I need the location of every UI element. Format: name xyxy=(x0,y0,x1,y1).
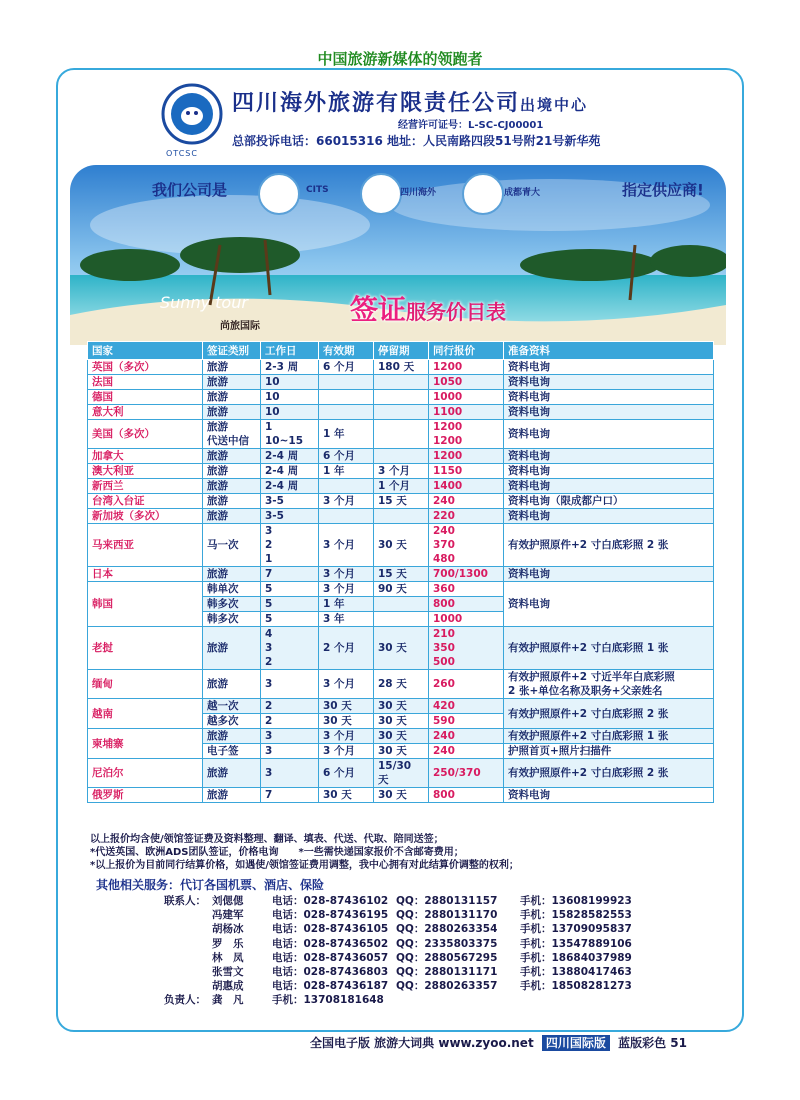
col-header: 有效期 xyxy=(319,342,374,360)
contact-phone: 电话：028-87436057 xyxy=(272,951,389,964)
table-cell: 1050 xyxy=(429,375,504,390)
company-header xyxy=(160,82,720,162)
contact-name: 罗 乐 xyxy=(212,937,244,950)
table-cell: 有效护照原件+2 寸白底彩照 1 张 xyxy=(504,627,714,670)
contact-row xyxy=(150,992,632,1006)
contact-name: 龚 凡 xyxy=(212,994,244,1007)
table-cell: 资料电询 xyxy=(504,582,714,627)
table-cell: 10 xyxy=(261,390,319,405)
contact-phone: 电话：028-87436195 xyxy=(272,909,389,922)
table-cell: 旅游 代送中信 xyxy=(203,420,261,449)
table-cell: 240 xyxy=(429,494,504,509)
table-cell: 3 xyxy=(261,744,319,759)
table-cell: 澳大利亚 xyxy=(88,464,203,479)
table-cell xyxy=(319,509,374,524)
table-cell: 6 个月 xyxy=(319,360,374,375)
banner-tail-text: 指定供应商! xyxy=(622,181,704,199)
table-cell: 资料电询（限成都户口） xyxy=(504,494,714,509)
contact-row xyxy=(150,978,632,992)
table-cell xyxy=(374,612,429,627)
table-cell: 德国 xyxy=(88,390,203,405)
table-cell: 尼泊尔 xyxy=(88,759,203,788)
footer-site[interactable]: 全国电子版 旅游大词典 www.zyoo.net xyxy=(310,1036,534,1050)
contact-name: 张雪文 xyxy=(212,965,244,978)
table-row xyxy=(88,759,714,788)
contact-qq: QQ：2880131171 xyxy=(396,965,498,978)
logo-label: OTCSC xyxy=(166,149,198,158)
contact-mobile: 手机：18508281273 xyxy=(520,980,632,993)
brand-subtitle: 尚旅国际 xyxy=(220,321,260,332)
table-cell: 3 个月 xyxy=(319,744,374,759)
contact-phone: 电话：028-87436803 xyxy=(272,965,389,978)
table-cell: 新加坡（多次） xyxy=(88,509,203,524)
contact-qq: QQ：2880263357 xyxy=(396,980,498,993)
table-cell: 旅游 xyxy=(203,729,261,744)
table-cell xyxy=(319,405,374,420)
contact-qq: QQ：2880567295 xyxy=(396,951,498,964)
table-row xyxy=(88,582,714,597)
table-row xyxy=(88,509,714,524)
table-cell: 30 天 xyxy=(374,524,429,567)
table-cell: 28 天 xyxy=(374,670,429,699)
table-cell: 420 xyxy=(429,699,504,714)
contact-row xyxy=(150,936,632,950)
table-cell: 马来西亚 xyxy=(88,524,203,567)
table-cell: 旅游 xyxy=(203,494,261,509)
table-cell xyxy=(319,390,374,405)
table-row xyxy=(88,449,714,464)
table-cell: 有效护照原件+2 寸白底彩照 1 张 xyxy=(504,729,714,744)
table-cell: 1000 xyxy=(429,612,504,627)
chengdu-logo-label: 成都青大 xyxy=(504,188,541,198)
table-cell: 旅游 xyxy=(203,627,261,670)
table-cell: 2-4 周 xyxy=(261,479,319,494)
table-cell: 2 xyxy=(261,714,319,729)
table-cell: 老挝 xyxy=(88,627,203,670)
table-cell: 韩多次 xyxy=(203,612,261,627)
table-cell: 1 10~15 xyxy=(261,420,319,449)
company-suffix: 出境中心 xyxy=(520,96,589,114)
sichuan-overseas-logo-icon xyxy=(360,173,402,215)
contact-qq: QQ：2880131157 xyxy=(396,895,498,907)
table-cell: 30 天 xyxy=(319,699,374,714)
table-row xyxy=(88,405,714,420)
table-row xyxy=(88,567,714,582)
table-cell: 15 天 xyxy=(374,567,429,582)
table-row xyxy=(88,494,714,509)
table-cell: 缅甸 xyxy=(88,670,203,699)
brand-name: Sunny tour xyxy=(160,293,248,312)
table-cell: 5 xyxy=(261,597,319,612)
contact-mobile: 手机：13880417463 xyxy=(520,965,632,978)
table-cell: 3 个月 xyxy=(319,582,374,597)
contact-mobile: 手机：13547889106 xyxy=(520,937,632,950)
table-cell: 3 2 1 xyxy=(261,524,319,567)
table-cell xyxy=(374,405,429,420)
table-cell: 3 个月 xyxy=(319,524,374,567)
table-cell: 7 xyxy=(261,788,319,803)
table-cell: 240 xyxy=(429,729,504,744)
table-cell: 3 xyxy=(261,759,319,788)
contact-mobile: 手机：15828582553 xyxy=(520,909,632,922)
table-cell: 韩单次 xyxy=(203,582,261,597)
table-cell: 有效护照原件+2 寸白底彩照 2 张 xyxy=(504,699,714,729)
table-cell: 资料电询 xyxy=(504,464,714,479)
table-cell: 10 xyxy=(261,405,319,420)
table-cell: 资料电询 xyxy=(504,788,714,803)
table-row xyxy=(88,360,714,375)
col-header: 工作日 xyxy=(261,342,319,360)
contact-mobile: 手机：18684037989 xyxy=(520,951,632,964)
price-notes xyxy=(90,833,730,872)
table-cell: 俄罗斯 xyxy=(88,788,203,803)
table-cell: 30 天 xyxy=(374,744,429,759)
banner-lead-text: 我们公司是 xyxy=(152,181,228,199)
table-cell: 旅游 xyxy=(203,788,261,803)
contact-phone: 手机：13708181648 xyxy=(272,994,384,1007)
table-row xyxy=(88,464,714,479)
contact-phone: 电话：028-87436105 xyxy=(272,923,389,936)
table-cell: 旅游 xyxy=(203,479,261,494)
table-cell xyxy=(374,509,429,524)
table-cell: 柬埔寨 xyxy=(88,729,203,759)
table-cell xyxy=(374,420,429,449)
table-cell: 资料电询 xyxy=(504,479,714,494)
visa-price-title xyxy=(350,288,506,328)
table-cell xyxy=(374,597,429,612)
table-cell: 590 xyxy=(429,714,504,729)
table-cell: 旅游 xyxy=(203,464,261,479)
table-cell: 旅游 xyxy=(203,509,261,524)
col-header: 同行报价 xyxy=(429,342,504,360)
contact-name: 胡杨冰 xyxy=(212,923,244,936)
page-footer xyxy=(310,1034,687,1051)
table-cell: 2-4 周 xyxy=(261,464,319,479)
table-cell: 2-3 周 xyxy=(261,360,319,375)
page-slogan: 中国旅游新媒体的领跑者 xyxy=(317,50,483,68)
table-cell: 1 年 xyxy=(319,597,374,612)
table-cell: 10 xyxy=(261,375,319,390)
table-cell: 30 天 xyxy=(374,714,429,729)
contact-name: 胡惠成 xyxy=(212,980,244,993)
table-row xyxy=(88,627,714,670)
cits-logo-label: CITS xyxy=(306,185,329,195)
visa-title-sub: 服务价目表 xyxy=(406,300,507,324)
contact-name: 林 凤 xyxy=(212,951,244,964)
table-row xyxy=(88,699,714,714)
table-cell: 有效护照原件+2 寸白底彩照 2 张 xyxy=(504,524,714,567)
table-cell xyxy=(374,449,429,464)
contact-role: 负责人： xyxy=(164,994,206,1007)
table-cell: 旅游 xyxy=(203,670,261,699)
table-cell: 3 个月 xyxy=(319,567,374,582)
contact-qq: QQ：2335803375 xyxy=(396,937,498,950)
table-cell: 马一次 xyxy=(203,524,261,567)
table-cell: 旅游 xyxy=(203,567,261,582)
table-row xyxy=(88,788,714,803)
table-cell: 15/30 天 xyxy=(374,759,429,788)
table-cell: 资料电询 xyxy=(504,405,714,420)
chengdu-logo-icon xyxy=(462,173,504,215)
table-cell: 30 天 xyxy=(319,788,374,803)
table-cell: 3 年 xyxy=(319,612,374,627)
table-cell: 90 天 xyxy=(374,582,429,597)
table-cell: 1100 xyxy=(429,405,504,420)
table-cell: 240 370 480 xyxy=(429,524,504,567)
page-number: 51 xyxy=(670,1036,687,1050)
table-cell: 日本 xyxy=(88,567,203,582)
table-cell: 加拿大 xyxy=(88,449,203,464)
company-logo-icon xyxy=(160,82,224,146)
table-cell: 旅游 xyxy=(203,449,261,464)
visa-price-table xyxy=(87,341,714,803)
contact-row xyxy=(150,964,632,978)
table-cell: 1 年 xyxy=(319,464,374,479)
table-cell: 有效护照原件+2 寸白底彩照 2 张 xyxy=(504,759,714,788)
table-cell: 资料电询 xyxy=(504,420,714,449)
table-cell xyxy=(319,375,374,390)
table-cell: 韩国 xyxy=(88,582,203,627)
contact-phone: 电话：028-87436102 xyxy=(272,895,389,907)
table-cell: 30 天 xyxy=(374,627,429,670)
table-cell: 30 天 xyxy=(319,714,374,729)
contact-mobile: 手机：13608199923 xyxy=(520,895,632,907)
table-cell: 800 xyxy=(429,788,504,803)
table-cell: 1400 xyxy=(429,479,504,494)
table-cell xyxy=(374,375,429,390)
table-cell: 1000 xyxy=(429,390,504,405)
table-cell: 3 个月 xyxy=(319,729,374,744)
hotline-address: 总部投诉电话：66015316 地址：人民南路四段51号附21号新华苑 xyxy=(232,134,601,148)
table-cell: 资料电询 xyxy=(504,375,714,390)
note-line: *代送英国、欧洲ADS团队签证，价格电询 *一些需快递国家报价不含邮寄费用； xyxy=(90,847,464,858)
company-name-text: 四川海外旅游有限责任公司 xyxy=(232,91,521,116)
table-cell: 旅游 xyxy=(203,375,261,390)
table-cell: 1200 xyxy=(429,360,504,375)
table-cell: 360 xyxy=(429,582,504,597)
table-cell: 旅游 xyxy=(203,405,261,420)
table-cell: 2-4 周 xyxy=(261,449,319,464)
table-cell: 台湾入台证 xyxy=(88,494,203,509)
contact-row xyxy=(150,921,632,935)
table-cell: 3 xyxy=(261,670,319,699)
contact-row xyxy=(150,893,632,907)
table-cell: 韩多次 xyxy=(203,597,261,612)
table-cell: 3 个月 xyxy=(319,494,374,509)
table-cell: 越一次 xyxy=(203,699,261,714)
table-cell: 旅游 xyxy=(203,360,261,375)
table-cell: 260 xyxy=(429,670,504,699)
contact-row xyxy=(150,907,632,921)
table-cell: 1200 xyxy=(429,449,504,464)
contact-qq: QQ：2880131170 xyxy=(396,909,498,922)
table-row xyxy=(88,729,714,744)
contact-phone: 电话：028-87436502 xyxy=(272,937,389,950)
other-services: 其他相关服务：代订各国机票、酒店、保险 xyxy=(96,878,325,892)
table-cell: 越南 xyxy=(88,699,203,729)
table-cell: 30 天 xyxy=(374,788,429,803)
col-header: 国家 xyxy=(88,342,203,360)
edition-badge: 四川国际版 xyxy=(542,1035,610,1051)
table-cell: 有效护照原件+2 寸近半年白底彩照 2 张+单位名称及职务+父亲姓名 xyxy=(504,670,714,699)
table-cell: 5 xyxy=(261,612,319,627)
table-row xyxy=(88,420,714,449)
col-header: 签证类别 xyxy=(203,342,261,360)
table-cell: 资料电询 xyxy=(504,509,714,524)
col-header: 停留期 xyxy=(374,342,429,360)
contact-name: 刘偲偲 xyxy=(212,895,244,907)
table-cell: 1150 xyxy=(429,464,504,479)
table-cell: 电子签 xyxy=(203,744,261,759)
note-line: 以上报价均含使/领馆签证费及资料整理、翻译、填表、代送、代取、陪同送签； xyxy=(90,834,444,845)
table-cell xyxy=(374,390,429,405)
table-cell: 英国（多次） xyxy=(88,360,203,375)
table-cell: 2 xyxy=(261,699,319,714)
contact-qq: QQ：2880263354 xyxy=(396,923,498,936)
table-row xyxy=(88,524,714,567)
table-cell: 180 天 xyxy=(374,360,429,375)
table-cell: 30 天 xyxy=(374,729,429,744)
sichuan-overseas-logo-label: 四川海外 xyxy=(400,188,437,198)
table-cell: 4 3 2 xyxy=(261,627,319,670)
table-cell: 250/370 xyxy=(429,759,504,788)
table-cell: 800 xyxy=(429,597,504,612)
table-cell: 30 天 xyxy=(374,699,429,714)
table-cell: 1 年 xyxy=(319,420,374,449)
table-cell: 210 350 500 xyxy=(429,627,504,670)
contact-role: 联系人： xyxy=(164,895,206,907)
table-cell: 2 个月 xyxy=(319,627,374,670)
table-cell: 美国（多次） xyxy=(88,420,203,449)
table-cell xyxy=(319,479,374,494)
table-cell: 1 个月 xyxy=(374,479,429,494)
note-line: *以上报价为目前同行结算价格，如遇使/领馆签证费用调整，我中心拥有对此结算价调整的权利； xyxy=(90,860,519,871)
table-cell: 3 个月 xyxy=(319,670,374,699)
table-cell: 法国 xyxy=(88,375,203,390)
footer-color-note: 蓝版彩色 xyxy=(618,1036,667,1050)
table-cell: 240 xyxy=(429,744,504,759)
table-cell: 220 xyxy=(429,509,504,524)
table-row xyxy=(88,670,714,699)
contact-list xyxy=(150,893,632,1007)
table-cell: 护照首页+照片扫描件 xyxy=(504,744,714,759)
table-cell: 旅游 xyxy=(203,759,261,788)
table-cell: 1200 1200 xyxy=(429,420,504,449)
table-cell: 7 xyxy=(261,567,319,582)
banner xyxy=(70,165,726,345)
table-cell: 新西兰 xyxy=(88,479,203,494)
company-name xyxy=(232,86,588,117)
table-row xyxy=(88,390,714,405)
col-header: 准备资料 xyxy=(504,342,714,360)
table-row xyxy=(88,375,714,390)
table-cell: 700/1300 xyxy=(429,567,504,582)
table-cell: 3-5 xyxy=(261,494,319,509)
contact-mobile: 手机：13709095837 xyxy=(520,923,632,936)
table-cell: 3-5 xyxy=(261,509,319,524)
table-cell: 3 个月 xyxy=(374,464,429,479)
license-number: 经营许可证号：L-SC-CJ00001 xyxy=(398,120,544,131)
table-cell: 旅游 xyxy=(203,390,261,405)
contact-phone: 电话：028-87436187 xyxy=(272,980,389,993)
contact-name: 冯建军 xyxy=(212,909,244,922)
table-cell: 资料电询 xyxy=(504,390,714,405)
table-cell: 资料电询 xyxy=(504,449,714,464)
contact-row xyxy=(150,950,632,964)
table-cell: 6 个月 xyxy=(319,759,374,788)
table-cell: 越多次 xyxy=(203,714,261,729)
table-row xyxy=(88,479,714,494)
table-cell: 5 xyxy=(261,582,319,597)
table-cell: 15 天 xyxy=(374,494,429,509)
cits-logo-icon xyxy=(258,173,300,215)
visa-title-main: 签证 xyxy=(350,293,407,326)
table-cell: 资料电询 xyxy=(504,567,714,582)
table-cell: 意大利 xyxy=(88,405,203,420)
table-cell: 资料电询 xyxy=(504,360,714,375)
table-cell: 6 个月 xyxy=(319,449,374,464)
table-cell: 3 xyxy=(261,729,319,744)
table-header-row xyxy=(88,342,714,360)
